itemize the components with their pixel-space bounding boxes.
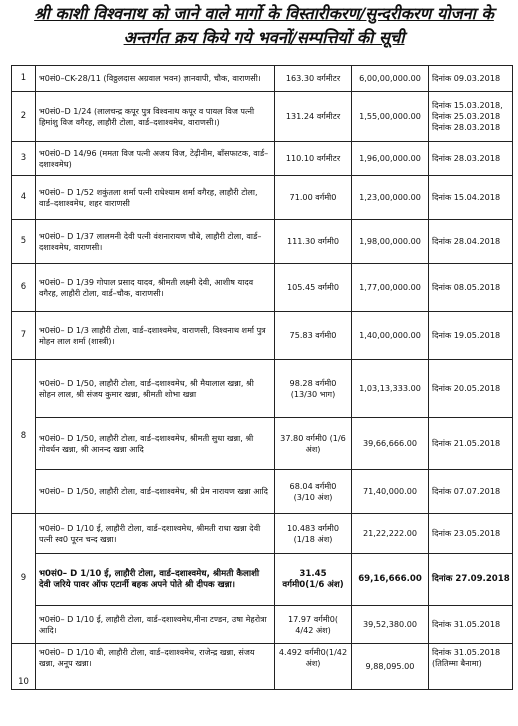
- purchase-date: दिनांक 31.05.2018: [429, 606, 513, 644]
- property-area: 4.492 वर्गमी0(1/42 अंश): [275, 644, 352, 690]
- purchase-amount: 69,16,666.00: [352, 554, 429, 606]
- purchase-date: दिनांक 15.04.2018: [429, 176, 513, 220]
- property-description: भ0सं0– D 1/50, लाहौरी टोला, वार्ड–दशाश्वमेध, श्री मैयालाल खन्ना, श्री सोहन लाल, श्री संजय कुमार खन्ना, श्रीमती शोभा खन्ना: [36, 360, 275, 418]
- row-number: 9: [12, 514, 36, 644]
- table-row: [12, 418, 513, 470]
- purchase-amount: 71,40,000.00: [352, 470, 429, 514]
- property-description: भ0सं0– D 1/10 बी, लाहौरी टोला, वार्ड–दशाश्वमेध, राजेन्द्र खन्ना, संजय खन्ना, अनूप खन्ना।: [36, 644, 275, 690]
- property-area: 98.28 वर्गमी0 (13/30 भाग): [275, 360, 352, 418]
- table-row: [12, 554, 513, 606]
- property-area: 111.30 वर्गमी0: [275, 220, 352, 264]
- purchase-date: दिनांक 28.03.2018: [429, 142, 513, 176]
- table-row: [12, 220, 513, 264]
- purchase-date: दिनांक 23.05.2018: [429, 514, 513, 554]
- property-area: 37.80 वर्गमी0 (1/6 अंश): [275, 418, 352, 470]
- row-number: 3: [12, 142, 36, 176]
- purchase-amount: 1,98,00,000.00: [352, 220, 429, 264]
- title-line-2: अन्तर्गत क्रय किये गये भवनों/सम्पत्तियों की सूची: [123, 28, 405, 47]
- property-area: 75.83 वर्गमी0: [275, 312, 352, 360]
- property-table: [11, 65, 513, 690]
- purchase-amount: 1,55,00,000.00: [352, 92, 429, 142]
- table-row: [12, 644, 513, 690]
- row-number: 10: [12, 644, 36, 690]
- row-number: 5: [12, 220, 36, 264]
- property-description: भ0सं0– D 1/52 शकुंतला शर्मा पत्नी राधेश्याम शर्मा वगैरह, लाहौरी टोला, वार्ड–दशाश्वमेध, शहर वाराणसी: [36, 176, 275, 220]
- row-number: 8: [12, 360, 36, 514]
- purchase-amount: 1,03,13,333.00: [352, 360, 429, 418]
- purchase-date: दिनांक 20.05.2018: [429, 360, 513, 418]
- purchase-amount: 9,88,095.00: [352, 644, 429, 690]
- purchase-date: दिनांक 21.05.2018: [429, 418, 513, 470]
- table-row: [12, 264, 513, 312]
- row-number: 2: [12, 92, 36, 142]
- property-description: भ0सं0–D 1/24 (लालचन्द्र कपूर पुत्र विश्वनाथ कपूर व पायल विज पत्नी हिमांशु विज वगैरह, लाहौरी टोला, वार्ड–दशाश्वमेध, वाराणसी।): [36, 92, 275, 142]
- purchase-date: दिनांक 28.04.2018: [429, 220, 513, 264]
- property-area: 10.483 वर्गमी0 (1/18 अंश): [275, 514, 352, 554]
- purchase-date: दिनांक 09.03.2018: [429, 66, 513, 92]
- purchase-date: दिनांक 15.03.2018, दिनांक 25.03.2018 दिनांक 28.03.2018: [429, 92, 513, 142]
- property-area: 163.30 वर्गमीटर: [275, 66, 352, 92]
- purchase-amount: 6,00,00,000.00: [352, 66, 429, 92]
- property-area: 31.45 वर्गमी0(1/6 अंश): [275, 554, 352, 606]
- purchase-amount: 21,22,222.00: [352, 514, 429, 554]
- row-number: 6: [12, 264, 36, 312]
- document-title: [16, 2, 512, 52]
- property-description: भ0सं0–D 14/96 (ममता विज पत्नी अजय विज, टेढ़ीनीम, बाँसफाटक, वार्ड–दशाश्वमेध): [36, 142, 275, 176]
- purchase-date: दिनांक 08.05.2018: [429, 264, 513, 312]
- property-area: 105.45 वर्गमी0: [275, 264, 352, 312]
- purchase-date: दिनांक 19.05.2018: [429, 312, 513, 360]
- property-description: भ0सं0– D 1/10 ई, लाहौरी टोला, वार्ड–दशाश्वमेध, श्रीमती कैलाशी देवी जरिये पावर ऑफ एटार्नी बहक अपने पोते श्री दीपक खन्ना।: [36, 554, 275, 606]
- property-description: भ0सं0– D 1/50, लाहौरी टोला, वार्ड–दशाश्वमेध, श्री प्रेम नारायण खन्ना आदि: [36, 470, 275, 514]
- property-area: 17.97 वर्गमी0( 4/42 अंश): [275, 606, 352, 644]
- purchase-amount: 1,40,00,000.00: [352, 312, 429, 360]
- property-area: 131.24 वर्गमीटर: [275, 92, 352, 142]
- property-description: भ0सं0– D 1/39 गोपाल प्रसाद यादव, श्रीमती लक्ष्मी देवी, आशीष यादव वगैरह, लाहौरी टोला, वार्ड–चौक, वाराणसी।: [36, 264, 275, 312]
- table-row: [12, 66, 513, 92]
- purchase-amount: 1,23,00,000.00: [352, 176, 429, 220]
- table-row: [12, 142, 513, 176]
- table-row: [12, 470, 513, 514]
- property-area: 71.00 वर्गमी0: [275, 176, 352, 220]
- property-area: 68.04 वर्गमी0 (3/10 अंश): [275, 470, 352, 514]
- property-description: भ0सं0– D 1/10 ई, लाहौरी टोला, वार्ड–दशाश्वमेध, श्रीमती राधा खन्ना देवी पत्नी स्व0 पूरन चन्द खन्ना।: [36, 514, 275, 554]
- table-row: [12, 606, 513, 644]
- purchase-amount: 39,52,380.00: [352, 606, 429, 644]
- purchase-amount: 39,66,666.00: [352, 418, 429, 470]
- row-number: 7: [12, 312, 36, 360]
- table-row: [12, 176, 513, 220]
- table-row: [12, 312, 513, 360]
- property-description: भ0सं0– D 1/3 लाहौरी टोला, वार्ड–दशाश्वमेध, वाराणसी, विश्वनाथ शर्मा पुत्र मोहन लाल शर्मा (शास्त्री)।: [36, 312, 275, 360]
- title-line-1: श्री काशी विश्वनाथ को जाने वाले मार्गो के विस्तारीकरण/सुन्दरीकरण योजना के: [34, 4, 494, 23]
- purchase-date: दिनांक 31.05.2018 (तितिम्मा बैनामा): [429, 644, 513, 690]
- row-number: 1: [12, 66, 36, 92]
- purchase-amount: 1,96,00,000.00: [352, 142, 429, 176]
- property-area: 110.10 वर्गमीटर: [275, 142, 352, 176]
- table-row: [12, 360, 513, 418]
- purchase-date: दिनांक 27.09.2018: [429, 554, 513, 606]
- property-description: भ0सं0– D 1/10 ई, लाहौरी टोला, वार्ड–दशाश्वमेध,मीना टण्डन, उषा मेहरोत्रा आदि।: [36, 606, 275, 644]
- row-number: 4: [12, 176, 36, 220]
- purchase-date: दिनांक 07.07.2018: [429, 470, 513, 514]
- table-row: [12, 514, 513, 554]
- property-description: भ0सं0– D 1/50, लाहौरी टोला, वार्ड–दशाश्वमेध, श्रीमती सुधा खन्ना, श्री गोवर्धन खन्ना, श्री आनन्द खन्ना आदि: [36, 418, 275, 470]
- property-description: भ0सं0–CK-28/11 (विठ्ठलदास अग्रवाल भवन) ज्ञानवापी, चौक, वाराणसी।: [36, 66, 275, 92]
- purchase-amount: 1,77,00,000.00: [352, 264, 429, 312]
- property-description: भ0सं0– D 1/37 लालमनी देवी पत्नी वंशनारायण चौबे, लाहौरी टोला, वार्ड–दशाश्वमेध, वाराणसी।: [36, 220, 275, 264]
- table-row: [12, 92, 513, 142]
